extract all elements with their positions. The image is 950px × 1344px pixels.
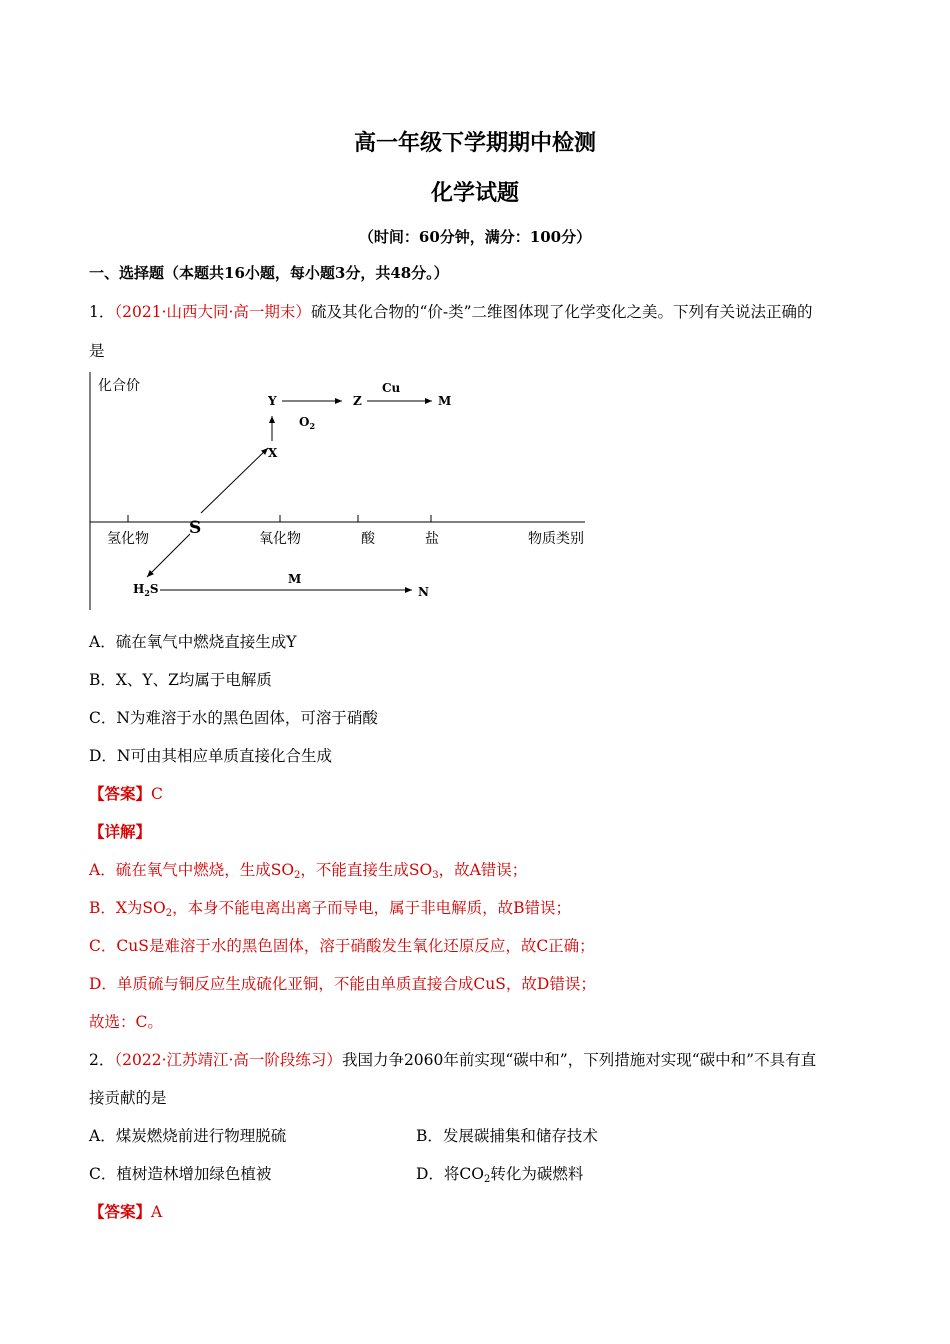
reagent-m: M xyxy=(288,572,302,586)
option-b: B．X、Y、Z均属于电解质 xyxy=(89,671,272,689)
detail-b: B．X为$SO_2$，本身不能电离出离子而导电，属于非电解质，故B错误； xyxy=(89,899,572,919)
node-h2s: $H_2S$ xyxy=(133,582,159,598)
answer-value: C xyxy=(151,785,163,803)
q2-option-c: C．植树造林增加绿色植被 xyxy=(89,1165,272,1183)
node-x: X xyxy=(268,446,278,460)
q2-option-d: D．将$CO_2$转化为碳燃料 xyxy=(416,1165,584,1185)
y-axis-label: 化合价 xyxy=(98,378,140,394)
question-1-stem xyxy=(89,300,813,322)
q2-answer-line xyxy=(89,1200,162,1222)
option-d: D．N可由其相应单质直接化合生成 xyxy=(89,747,332,765)
answer-label: 【答案】 xyxy=(89,784,152,803)
document-title: 高一年级下学期期中检测 xyxy=(353,130,596,156)
x-category-label: 氧化物 xyxy=(259,531,301,547)
node-m: M xyxy=(438,394,452,408)
node-y: Y xyxy=(268,394,277,408)
detail-c: C．CuS是难溶于水的黑色固体，溶于硝酸发生氧化还原反应，故C正确； xyxy=(89,937,595,955)
option-c: C．N为难溶于水的黑色固体，可溶于硝酸 xyxy=(89,709,378,727)
section-heading: 一、选择题（本题共16小题，每小题3分，共48分。） xyxy=(89,264,449,282)
question-2-stem-cont: 接贡献的是 xyxy=(89,1089,167,1107)
arrow-s-to-h2s xyxy=(147,534,190,577)
question-1-stem-cont: 是 xyxy=(89,342,105,360)
answer-line xyxy=(89,782,163,804)
detail-d: D．单质硫与铜反应生成硫化亚铜，不能由单质直接合成CuS，故D错误； xyxy=(89,975,596,993)
question-2-stem xyxy=(89,1048,816,1070)
option-a: A．硫在氧气中燃烧直接生成Y xyxy=(89,633,297,651)
node-z: Z xyxy=(353,394,362,408)
valence-class-diagram xyxy=(80,368,620,613)
exam-time-info: （时间：60分钟，满分：100分） xyxy=(358,228,592,246)
arrow-s-to-x xyxy=(201,448,268,513)
q2-option-a: A．煤炭燃烧前进行物理脱硫 xyxy=(89,1127,287,1145)
question-source: （2021·山西大同·高一期末） xyxy=(114,303,311,321)
question-source: （2022·江苏靖江·高一阶段练习） xyxy=(114,1051,342,1069)
document-subtitle: 化学试题 xyxy=(430,180,519,206)
question-text: 我国力争2060年前实现“碳中和”，下列措施对实现“碳中和”不具有直 xyxy=(341,1051,817,1069)
x-category-label: 酸 xyxy=(361,531,375,547)
x-category-label: 氢化物 xyxy=(107,531,149,547)
node-n: N xyxy=(418,585,429,599)
detail-conclusion: 故选：C。 xyxy=(89,1013,163,1031)
node-s: S xyxy=(189,518,202,538)
q2-option-b: B．发展碳捕集和储存技术 xyxy=(416,1127,598,1145)
question-number: 1． xyxy=(89,303,115,321)
x-axis-label: 物质类别 xyxy=(528,531,584,547)
detail-label: 【详解】 xyxy=(89,822,152,841)
x-category-label: 盐 xyxy=(425,531,439,547)
reagent-o2: $O_2$ xyxy=(299,415,316,431)
question-number: 2． xyxy=(89,1051,115,1069)
reagent-cu: Cu xyxy=(382,381,401,395)
answer-value: A xyxy=(151,1203,163,1221)
question-text: 硫及其化合物的“价-类”二维图体现了化学变化之美。下列有关说法正确的 xyxy=(310,303,813,321)
answer-label: 【答案】 xyxy=(89,1202,152,1221)
detail-a: A．硫在氧气中燃烧，生成$SO_2$，不能直接生成$SO_3$，故A错误； xyxy=(89,861,528,881)
